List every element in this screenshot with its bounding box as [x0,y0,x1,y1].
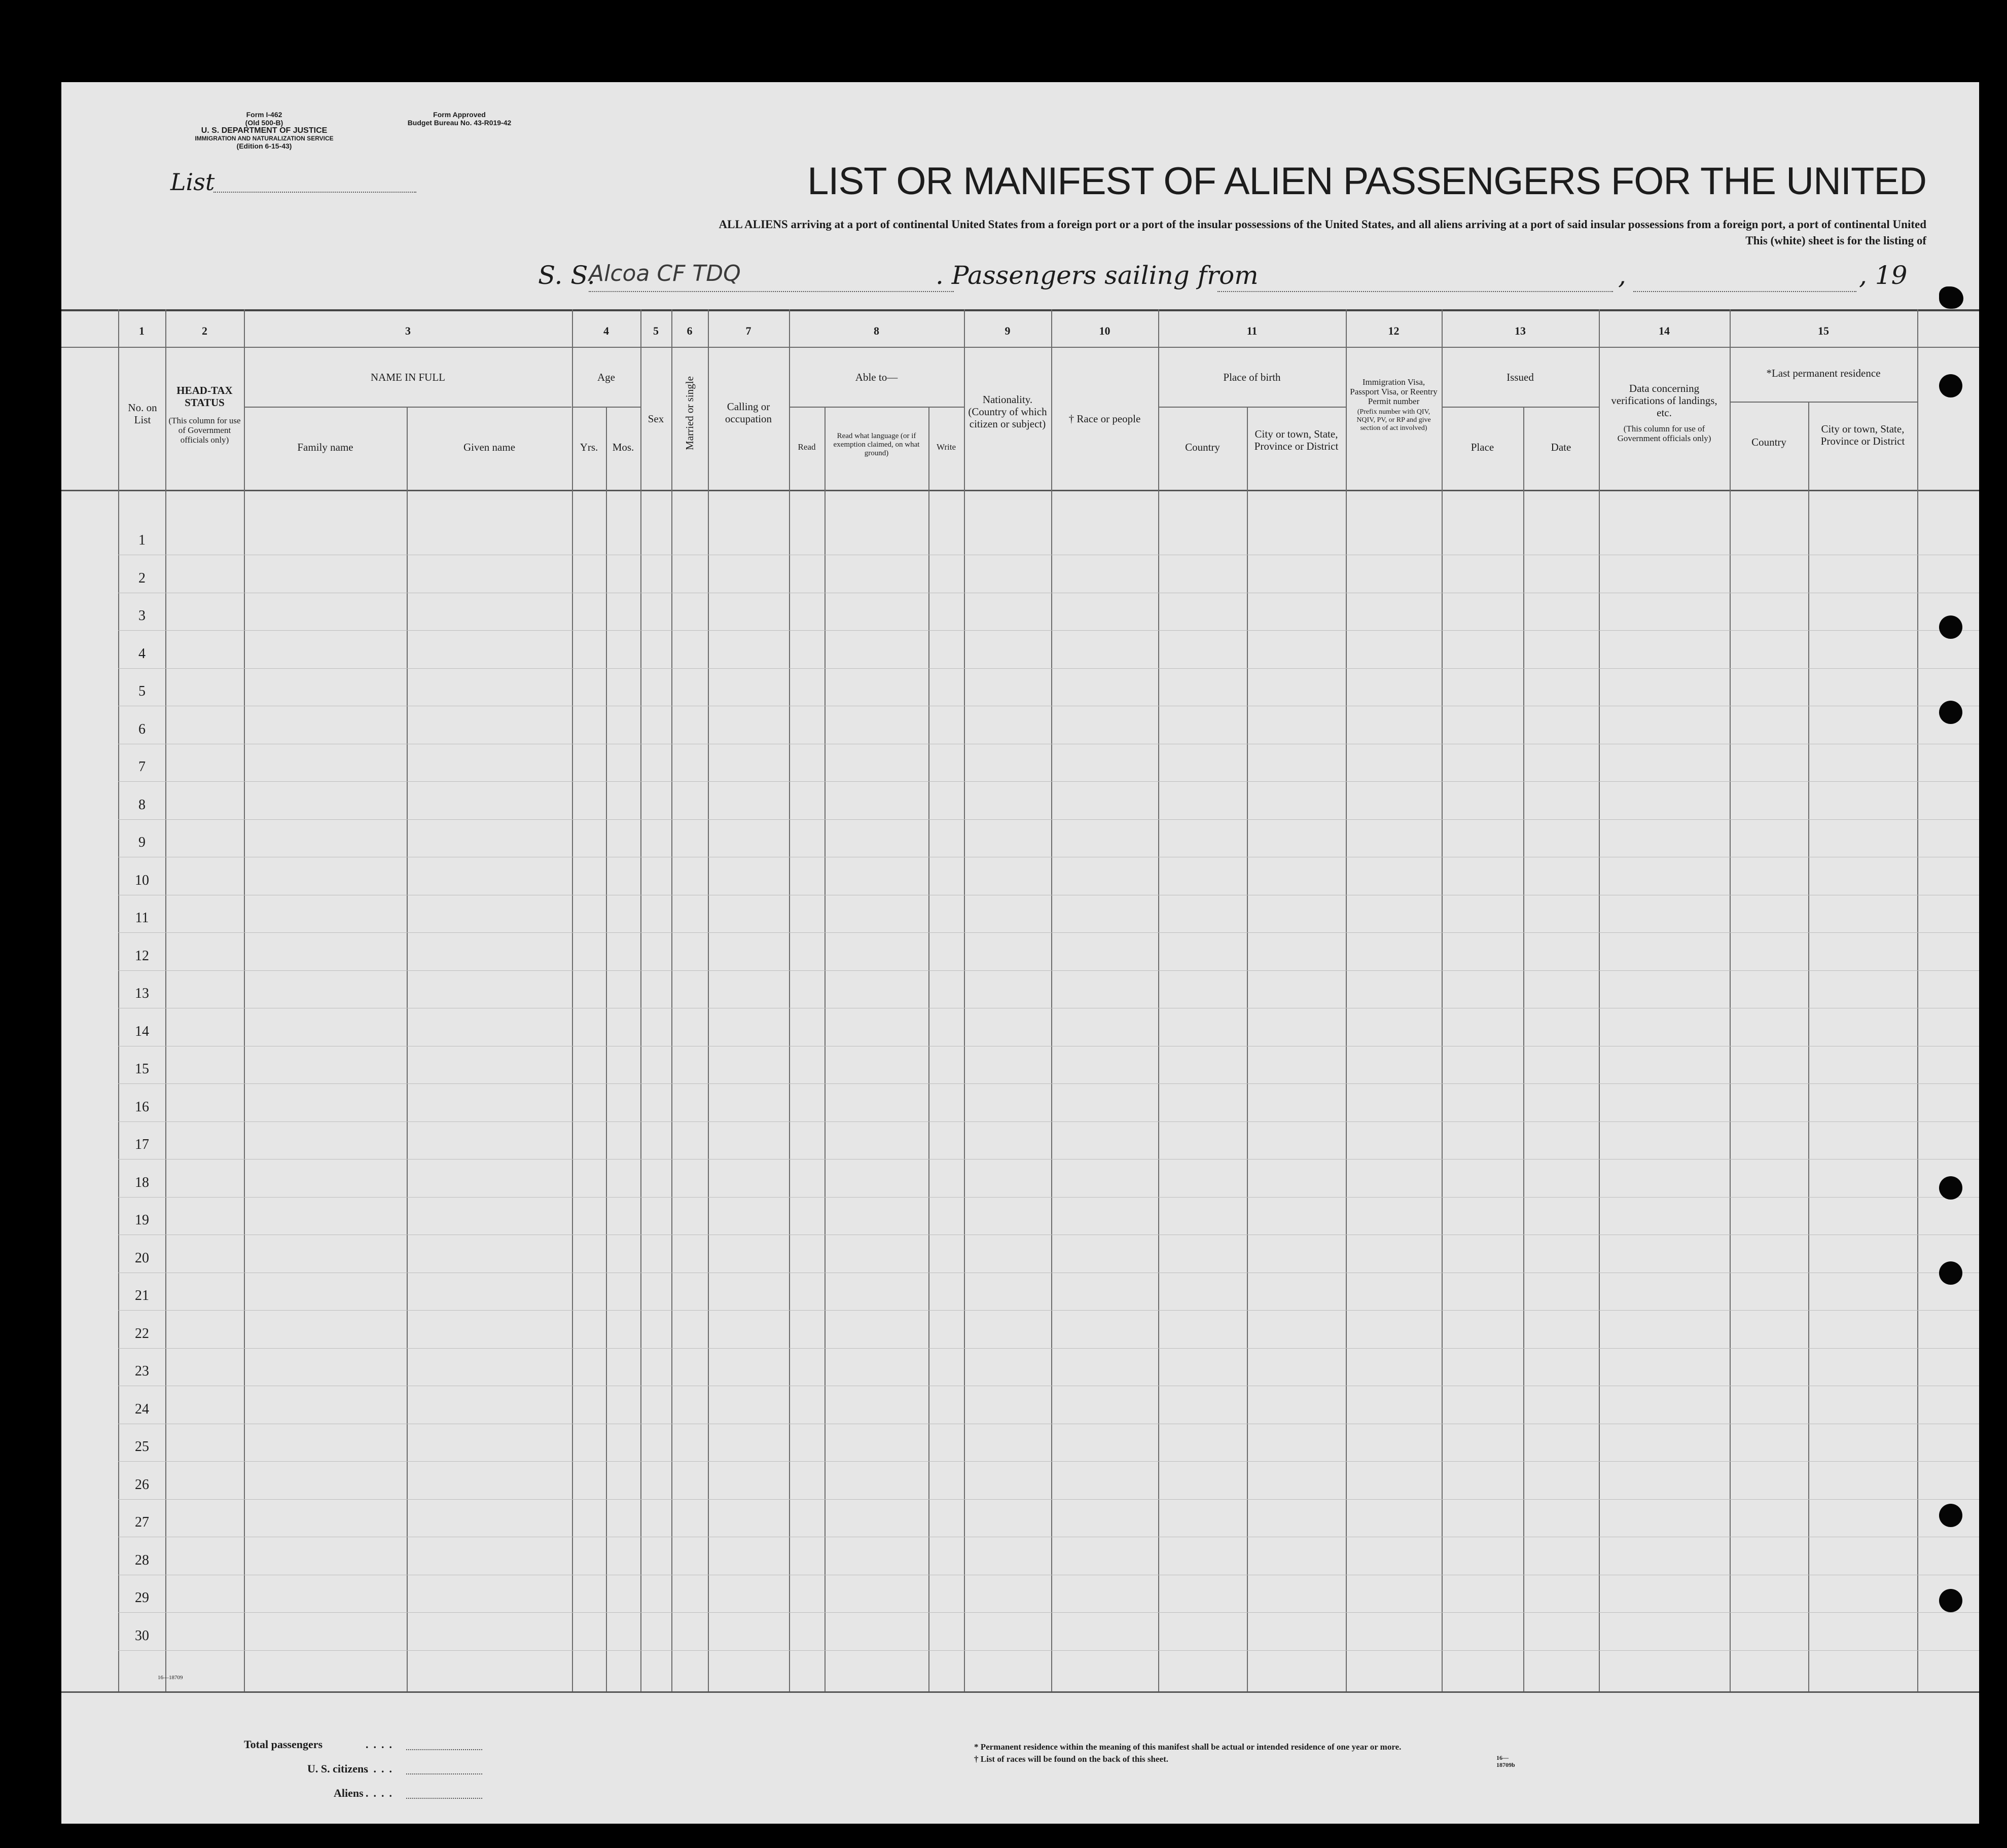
col-line [1158,309,1159,1691]
col-num-10: 10 [1099,324,1110,337]
department: U. S. DEPARTMENT OF JUSTICE [201,126,328,135]
head-no-on-list: No. on List [128,402,157,426]
budget-number: Budget Bureau No. 43-R019-42 [407,119,512,127]
header-bottom-rule [61,490,1979,491]
head-tax-title: HEAD-TAX STATUS [176,384,233,409]
col-num-9: 9 [1005,324,1011,337]
binder-hole [1939,1504,1962,1527]
page-title: LIST OR MANIFEST OF ALIEN PASSENGERS FOR THE UNITED [807,160,1926,203]
row-number: 19 [135,1212,149,1228]
date-line[interactable] [1633,291,1856,292]
row-number: 12 [135,948,149,964]
head-last-residence: *Last permanent residence [1766,367,1881,379]
head-read: Read [798,442,816,452]
row-number: 10 [135,872,149,888]
visa-note: (Prefix number with QIV, NQIV, PV, or RP and give section of act involved) [1356,408,1431,432]
row-number: 2 [138,570,146,586]
row-number: 17 [135,1137,149,1152]
head-nationality: Nationality. (Country of which citizen or subject) [968,393,1047,430]
visa-title: Immigration Visa, Passport Visa, or Reentry Permit number [1350,377,1438,406]
head-race: † Race or people [1068,413,1141,425]
head-tax-note: (This column for use of Government officials only) [168,416,241,445]
row-number: 29 [135,1590,149,1606]
col-num-14: 14 [1659,324,1670,337]
table-row[interactable] [118,630,1979,631]
form-number: Form I-462 [246,111,282,119]
col-line [1730,309,1731,1691]
binder-hole [1939,1261,1962,1285]
col-num-11: 11 [1246,324,1258,337]
table-row[interactable] [118,1310,1979,1311]
head-visa [1348,377,1439,432]
col-num-5: 5 [653,324,659,337]
row-number: 7 [138,759,146,775]
binder-hole [1939,374,1962,397]
col-num-3: 3 [405,324,411,337]
head-birth-city: City or town, State, Province or District [1254,428,1339,452]
head-family-name: Family name [297,441,353,453]
head-read-language: Read what language (or if exemption claimed, on what ground) [833,432,920,457]
table-bottom-rule [61,1691,1979,1693]
total-passengers-field[interactable] [406,1749,482,1750]
col-num-12: 12 [1388,324,1400,337]
verifications-title: Data concerning verifications of landings, etc. [1611,382,1717,419]
year-prefix: , 19 [1859,261,1908,290]
aliens-field[interactable] [406,1798,482,1799]
row-number: 15 [135,1061,149,1077]
issued-sub-rule [1442,407,1599,408]
row-number: 21 [135,1288,149,1303]
row-number: 30 [135,1627,149,1644]
row-number: 14 [135,1023,149,1039]
head-married-single: Married or single [684,376,696,450]
table-row[interactable] [118,1461,1979,1462]
head-head-tax [168,384,241,445]
table-row[interactable] [118,1083,1979,1084]
col-num-8: 8 [874,324,879,337]
binder-hole [1939,286,1963,309]
sailing-from-line[interactable] [1217,291,1613,292]
row-number: 13 [135,986,149,1001]
col-line [1051,309,1052,1691]
head-yrs: Yrs. [580,441,598,453]
col-line [671,309,672,1691]
able-sub-rule [789,407,964,408]
col-line [1442,309,1443,1691]
col-num-6: 6 [687,324,693,337]
row-number: 9 [138,835,146,850]
head-birth-country: Country [1185,441,1220,453]
head-verifications [1603,382,1726,443]
manifest-sheet [61,82,1979,1824]
col-num-1: 1 [139,324,145,337]
head-sex: Sex [648,413,664,425]
col-num-4: 4 [603,324,609,337]
binder-hole [1939,1176,1962,1200]
col-line [1346,309,1347,1691]
form-old-number: (Old 500-B) [245,119,283,127]
us-citizens-row: U. S. citizens .... [244,1762,558,1787]
table-row[interactable] [118,932,1979,933]
budget-info [376,111,543,127]
row-number: 11 [135,910,149,926]
total-passengers-row: Total passengers .... [244,1738,558,1762]
row-number: 23 [135,1363,149,1379]
table-row[interactable] [118,781,1979,782]
table-top-rule [61,309,1979,311]
col-num-13: 13 [1515,324,1526,337]
form-info [148,111,381,150]
col-num-7: 7 [745,324,751,337]
name-sub-rule [244,407,571,408]
row-number: 26 [135,1476,149,1493]
row-number: 1 [138,532,146,548]
print-code: 16—18709 [158,1675,183,1681]
col-line [118,309,119,1691]
head-issued: Issued [1507,371,1534,383]
row-number: 24 [135,1401,149,1417]
row-number: 16 [135,1099,149,1115]
footnote-code: 16—18709b [1496,1754,1515,1768]
col-line [640,309,641,1691]
head-residence-city: City or town, State, Province or District [1820,423,1905,447]
head-residence-country: Country [1751,436,1786,448]
col-line [789,309,790,1691]
row-number: 4 [138,645,146,662]
head-issued-date: Date [1551,441,1571,453]
colnum-rule [61,347,1979,348]
totals-block [244,1738,558,1811]
table-row[interactable] [118,1499,1979,1500]
table-row[interactable] [118,819,1979,820]
binder-hole [1939,701,1962,724]
verifications-note: (This column for use of Government officials only) [1617,424,1711,443]
col-line [165,309,166,1691]
ss-label: S. S. [538,261,595,290]
edition: (Edition 6-15-43) [236,142,292,150]
head-write: Write [936,442,956,452]
head-name-in-full: NAME IN FULL [371,371,445,383]
col-num-2: 2 [202,324,207,337]
table-row[interactable] [118,1197,1979,1198]
birth-sub-rule [1158,407,1346,408]
row-number: 8 [138,796,146,813]
row-number: 27 [135,1514,149,1530]
total-passengers-label: Total passengers [244,1738,323,1751]
col-line [572,309,573,1691]
ship-name-handwritten[interactable]: Alcoa CF TDQ [589,261,741,286]
form-approved: Form Approved [433,111,486,119]
row-number: 28 [135,1552,149,1568]
row-number: 20 [135,1250,149,1266]
aliens-label: Aliens [334,1787,364,1799]
table-row[interactable] [118,668,1979,669]
head-age: Age [597,371,615,383]
subtitle-line-2: This (white) sheet is for the listing of [1745,234,1926,247]
footnotes [974,1741,1515,1768]
table-row[interactable] [118,1348,1979,1349]
us-citizens-field[interactable] [406,1773,482,1774]
sailing-label: . Passengers sailing from [936,261,1259,290]
col-num-15: 15 [1818,324,1829,337]
row-number: 6 [138,721,146,737]
footnote-star: * Permanent residence within the meaning of this manifest shall be actual or intended residence of one year or more. [974,1742,1402,1752]
row-number: 5 [138,683,146,699]
head-place-of-birth: Place of birth [1223,371,1281,383]
residence-sub-rule [1730,402,1917,403]
us-citizens-label: U. S. citizens [307,1762,368,1775]
table-row[interactable] [118,1650,1979,1651]
col-line [1917,309,1918,1691]
row-number: 22 [135,1325,149,1342]
subtitle-line-1: ALL ALIENS arriving at a port of continental United States from a foreign port or a port of the insular possessions of the United States, and all aliens arriving at a port of said insular possessions from a foreign port, a port of continental United [719,218,1926,231]
table-row[interactable] [118,1121,1979,1122]
table-row[interactable] [118,1612,1979,1613]
footnote-dagger: † List of races will be found on the back of this sheet. [974,1754,1168,1764]
col-line [708,309,709,1691]
aliens-row: Aliens .... [244,1787,558,1811]
comma: , [1618,261,1626,290]
row-number: 18 [135,1174,149,1190]
list-number-line[interactable] [213,192,416,193]
binder-hole [1939,1589,1962,1612]
row-number: 3 [138,608,146,624]
head-issued-place: Place [1471,441,1494,453]
table-row[interactable] [118,970,1979,971]
binder-hole [1939,615,1962,639]
col-line [1808,402,1809,1691]
col-line [964,309,965,1691]
service: IMMIGRATION AND NATURALIZATION SERVICE [195,135,334,142]
head-given-name: Given name [463,441,516,453]
head-calling: Calling or occupation [725,401,772,425]
head-able-to: Able to— [855,371,898,383]
head-mos: Mos. [612,441,634,453]
col-line [1599,309,1600,1691]
col-line [244,309,245,1691]
row-number: 25 [135,1439,149,1455]
ship-name-line [589,291,954,292]
list-label: List [170,168,215,196]
